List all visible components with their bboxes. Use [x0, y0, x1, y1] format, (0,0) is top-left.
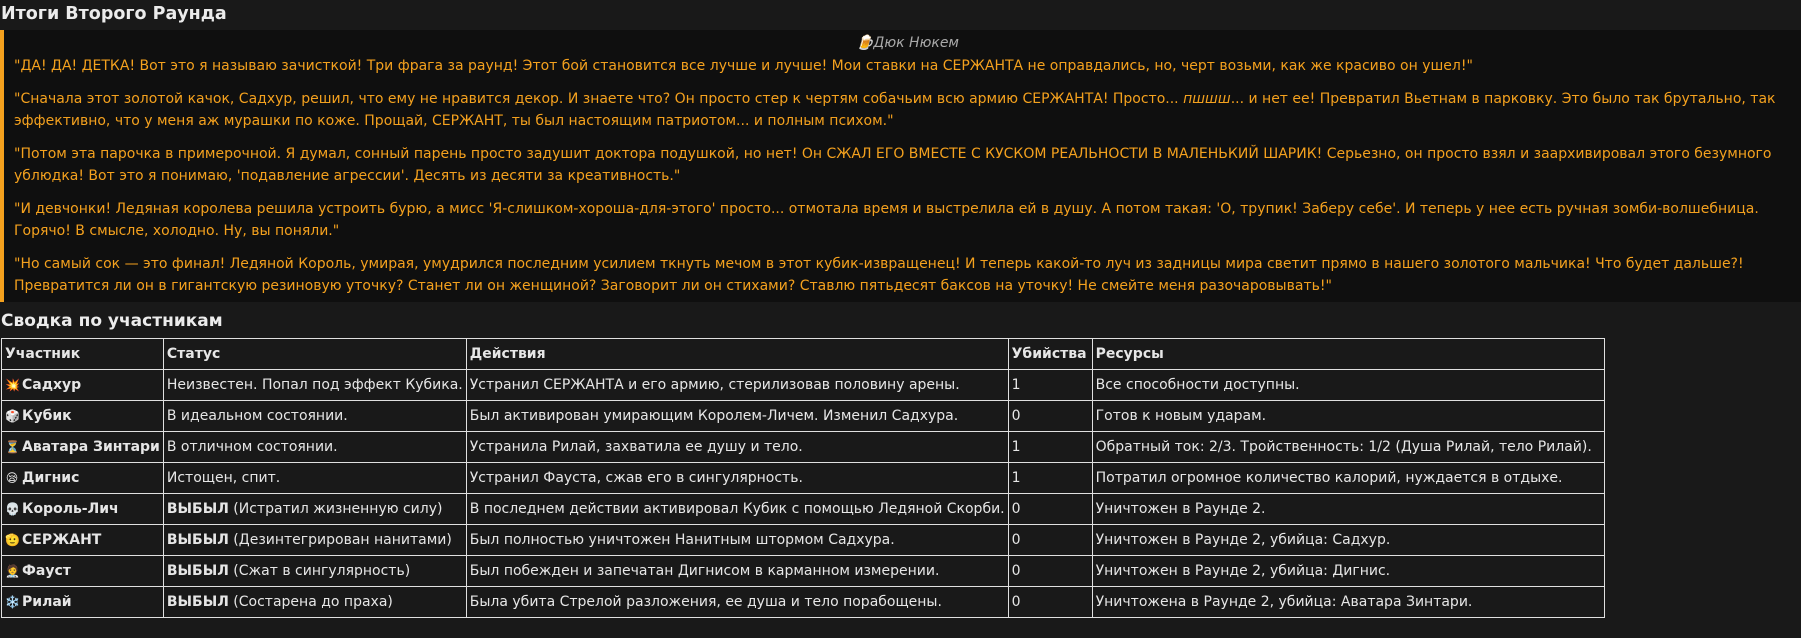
- table-header-row: [2, 338, 1605, 369]
- actions-cell: Был полностью уничтожен Нанитным штормом Садхура.: [466, 524, 1008, 555]
- resources-cell: Уничтожена в Раунде 2, убийца: Аватара Зинтари.: [1092, 586, 1604, 617]
- participant-name: СЕРЖАНТ: [22, 531, 102, 548]
- table-row: [2, 369, 1605, 400]
- participant-name: Рилай: [22, 593, 72, 610]
- status-cell: [163, 462, 466, 493]
- status-cell: [163, 586, 466, 617]
- participant-icon: ⏳: [5, 439, 20, 454]
- resources-cell: Уничтожен в Раунде 2, убийца: Садхур.: [1092, 524, 1604, 555]
- table-row: [2, 555, 1605, 586]
- status-cell: [163, 555, 466, 586]
- header-participant: Участник: [2, 338, 164, 369]
- eliminated-label: ВЫБЫЛ: [166, 500, 229, 517]
- participant-icon: 🧑‍⚕️: [5, 563, 20, 578]
- kills-cell: 0: [1008, 586, 1092, 617]
- actions-cell: Устранила Рилай, захватила ее душу и тело.: [466, 431, 1008, 462]
- eliminated-label: ВЫБЫЛ: [166, 593, 229, 610]
- quote-text: "Сначала этот золотой качок, Садхур, решил, что ему не нравится декор. И знаете что? Он просто стер к чертям собачьим всю армию СЕРЖАНТА! Просто...: [14, 90, 1184, 107]
- status-cell: [163, 369, 466, 400]
- participant-name: Фауст: [22, 562, 71, 579]
- resources-cell: Готов к новым ударам.: [1092, 400, 1604, 431]
- quote-text: "Потом эта парочка в примерочной. Я думал, сонный парень просто задушит доктора подушкой, но нет! Он СЖАЛ ЕГО ВМЕСТЕ С КУСКОМ РЕАЛЬНОСТИ В МАЛЕНЬКИЙ ШАРИК! Серьезно, он просто взял и заархивировал этого безумного ублюдка! Вот это я понимаю, 'подавление агрессии'. Десять из десяти за креативность.": [14, 145, 1772, 184]
- quote-text: "И девчонки! Ледяная королева решила устроить бурю, а мисс 'Я-слишком-хороша-для-этого' просто... отмотала время и выстрелила ей в душу. А потом такая: 'О, трупик! Заберу себе'. И теперь у нее есть ручная зомби-волшебница. Горячо! В смысле, холодно. Ну, вы поняли.": [14, 200, 1759, 239]
- resources-cell: Все способности доступны.: [1092, 369, 1604, 400]
- kills-cell: 0: [1008, 400, 1092, 431]
- kills-cell: 0: [1008, 493, 1092, 524]
- participant-name: Король-Лич: [22, 500, 119, 517]
- round-summary-title: Итоги Второго Раунда: [1, 4, 227, 24]
- announcer-quote-block: [0, 30, 1801, 302]
- status-text: (Истратил жизненную силу): [228, 500, 443, 517]
- status-text: (Дезинтегрирован нанитами): [228, 531, 452, 548]
- status-text: (Сжат в сингулярность): [228, 562, 411, 579]
- quote-text: ... и нет ее! Превратил Вьетнам в парковку. Это было так брутально, так эффективно, что у меня аж мурашки по коже. Прощай, СЕРЖАНТ, ты был настоящим патриотом... и полным психом.": [14, 90, 1776, 129]
- quote-paragraph: [14, 55, 1801, 78]
- status-text: В отличном состоянии.: [166, 438, 338, 455]
- kills-cell: 1: [1008, 462, 1092, 493]
- participant-cell: [2, 586, 164, 617]
- resources-cell: Обратный ток: 2/3. Тройственность: 1/2 (Душа Рилай, тело Рилай).: [1092, 431, 1604, 462]
- status-text: (Состарена до праха): [228, 593, 393, 610]
- actions-cell: Была убита Стрелой разложения, ее душа и тело порабощены.: [466, 586, 1008, 617]
- quote-paragraph: [14, 198, 1801, 243]
- table-row: [2, 493, 1605, 524]
- participant-icon: 💀: [5, 501, 20, 516]
- eliminated-label: ВЫБЫЛ: [166, 531, 229, 548]
- header-kills: Убийства: [1008, 338, 1092, 369]
- participant-cell: [2, 462, 164, 493]
- table-row: [2, 431, 1605, 462]
- quote-paragraph: [14, 88, 1801, 133]
- actions-cell: Был побежден и запечатан Дигнисом в карманном измерении.: [466, 555, 1008, 586]
- status-cell: [163, 400, 466, 431]
- quote-list: [14, 55, 1801, 298]
- status-text: Неизвестен. Попал под эффект Кубика.: [166, 376, 463, 393]
- participant-icon: 😪: [5, 470, 19, 485]
- kills-cell: 0: [1008, 524, 1092, 555]
- status-cell: [163, 524, 466, 555]
- participants-summary-heading: Сводка по участникам: [1, 310, 223, 331]
- quote-text: "ДА! ДА! ДЕТКА! Вот это я называю зачисткой! Три фрага за раунд! Этот бой становится все лучше и лучше! Мои ставки на СЕРЖАНТА не оправдались, но, черт возьми, как же красиво он ушел!": [14, 58, 1473, 74]
- header-actions: Действия: [466, 338, 1008, 369]
- participant-cell: [2, 369, 164, 400]
- participant-cell: [2, 400, 164, 431]
- speaker-name: Дюк Нюкем: [873, 35, 959, 51]
- beer-mug-icon: 🍺: [855, 35, 874, 51]
- actions-cell: Устранил СЕРЖАНТА и его армию, стерилизовав половину арены.: [466, 369, 1008, 400]
- resources-cell: Уничтожен в Раунде 2.: [1092, 493, 1604, 524]
- table-row: [2, 586, 1605, 617]
- kills-cell: 1: [1008, 369, 1092, 400]
- status-cell: [163, 493, 466, 524]
- participant-icon: ❄️: [5, 594, 20, 609]
- participant-icon: 🎲: [5, 408, 20, 423]
- table-row: [2, 400, 1605, 431]
- participant-icon: 💥: [5, 377, 20, 392]
- participant-cell: [2, 524, 164, 555]
- header-resources: Ресурсы: [1092, 338, 1604, 369]
- quote-paragraph: [14, 143, 1801, 188]
- table-row: [2, 524, 1605, 555]
- quote-paragraph: [14, 253, 1801, 298]
- resources-cell: Уничтожен в Раунде 2, убийца: Дигнис.: [1092, 555, 1604, 586]
- kills-cell: 1: [1008, 431, 1092, 462]
- participant-cell: [2, 493, 164, 524]
- status-cell: [163, 431, 466, 462]
- quote-text: "Но самый сок — это финал! Ледяной Король, умирая, умудрился последним усилием ткнуть мечом в этот кубик-извращенец! И теперь какой-то луч из задницы мира светит прямо в нашего золотого мальчика! Что будет дальше?! Превратится ли он в гигантскую резиновую уточку? Станет ли он женщиной? Заговорит ли он стихами? Ставлю пятьдесят баксов на уточку! Не смейте меня разочаровывать!": [14, 255, 1744, 294]
- speaker-line: [14, 34, 1801, 52]
- participant-name: Дигнис: [22, 469, 80, 486]
- actions-cell: Был активирован умирающим Королем-Личем. Изменил Садхура.: [466, 400, 1008, 431]
- actions-cell: В последнем действии активировал Кубик с помощью Ледяной Скорби.: [466, 493, 1008, 524]
- status-text: Истощен, спит.: [166, 469, 281, 486]
- resources-cell: Потратил огромное количество калорий, нуждается в отдыхе.: [1092, 462, 1604, 493]
- participant-cell: [2, 431, 164, 462]
- table-row: [2, 462, 1605, 493]
- participants-table: [1, 338, 1605, 618]
- participant-cell: [2, 555, 164, 586]
- participant-icon: 🫡: [5, 532, 20, 547]
- participant-name: Аватара Зинтари: [22, 438, 160, 455]
- header-status: Статус: [163, 338, 466, 369]
- kills-cell: 0: [1008, 555, 1092, 586]
- actions-cell: Устранил Фауста, сжав его в сингулярность.: [466, 462, 1008, 493]
- status-text: В идеальном состоянии.: [166, 407, 348, 424]
- eliminated-label: ВЫБЫЛ: [166, 562, 229, 579]
- quote-emphasis: пшшш: [1183, 90, 1231, 107]
- participant-name: Садхур: [22, 376, 82, 393]
- participant-name: Кубик: [22, 407, 72, 424]
